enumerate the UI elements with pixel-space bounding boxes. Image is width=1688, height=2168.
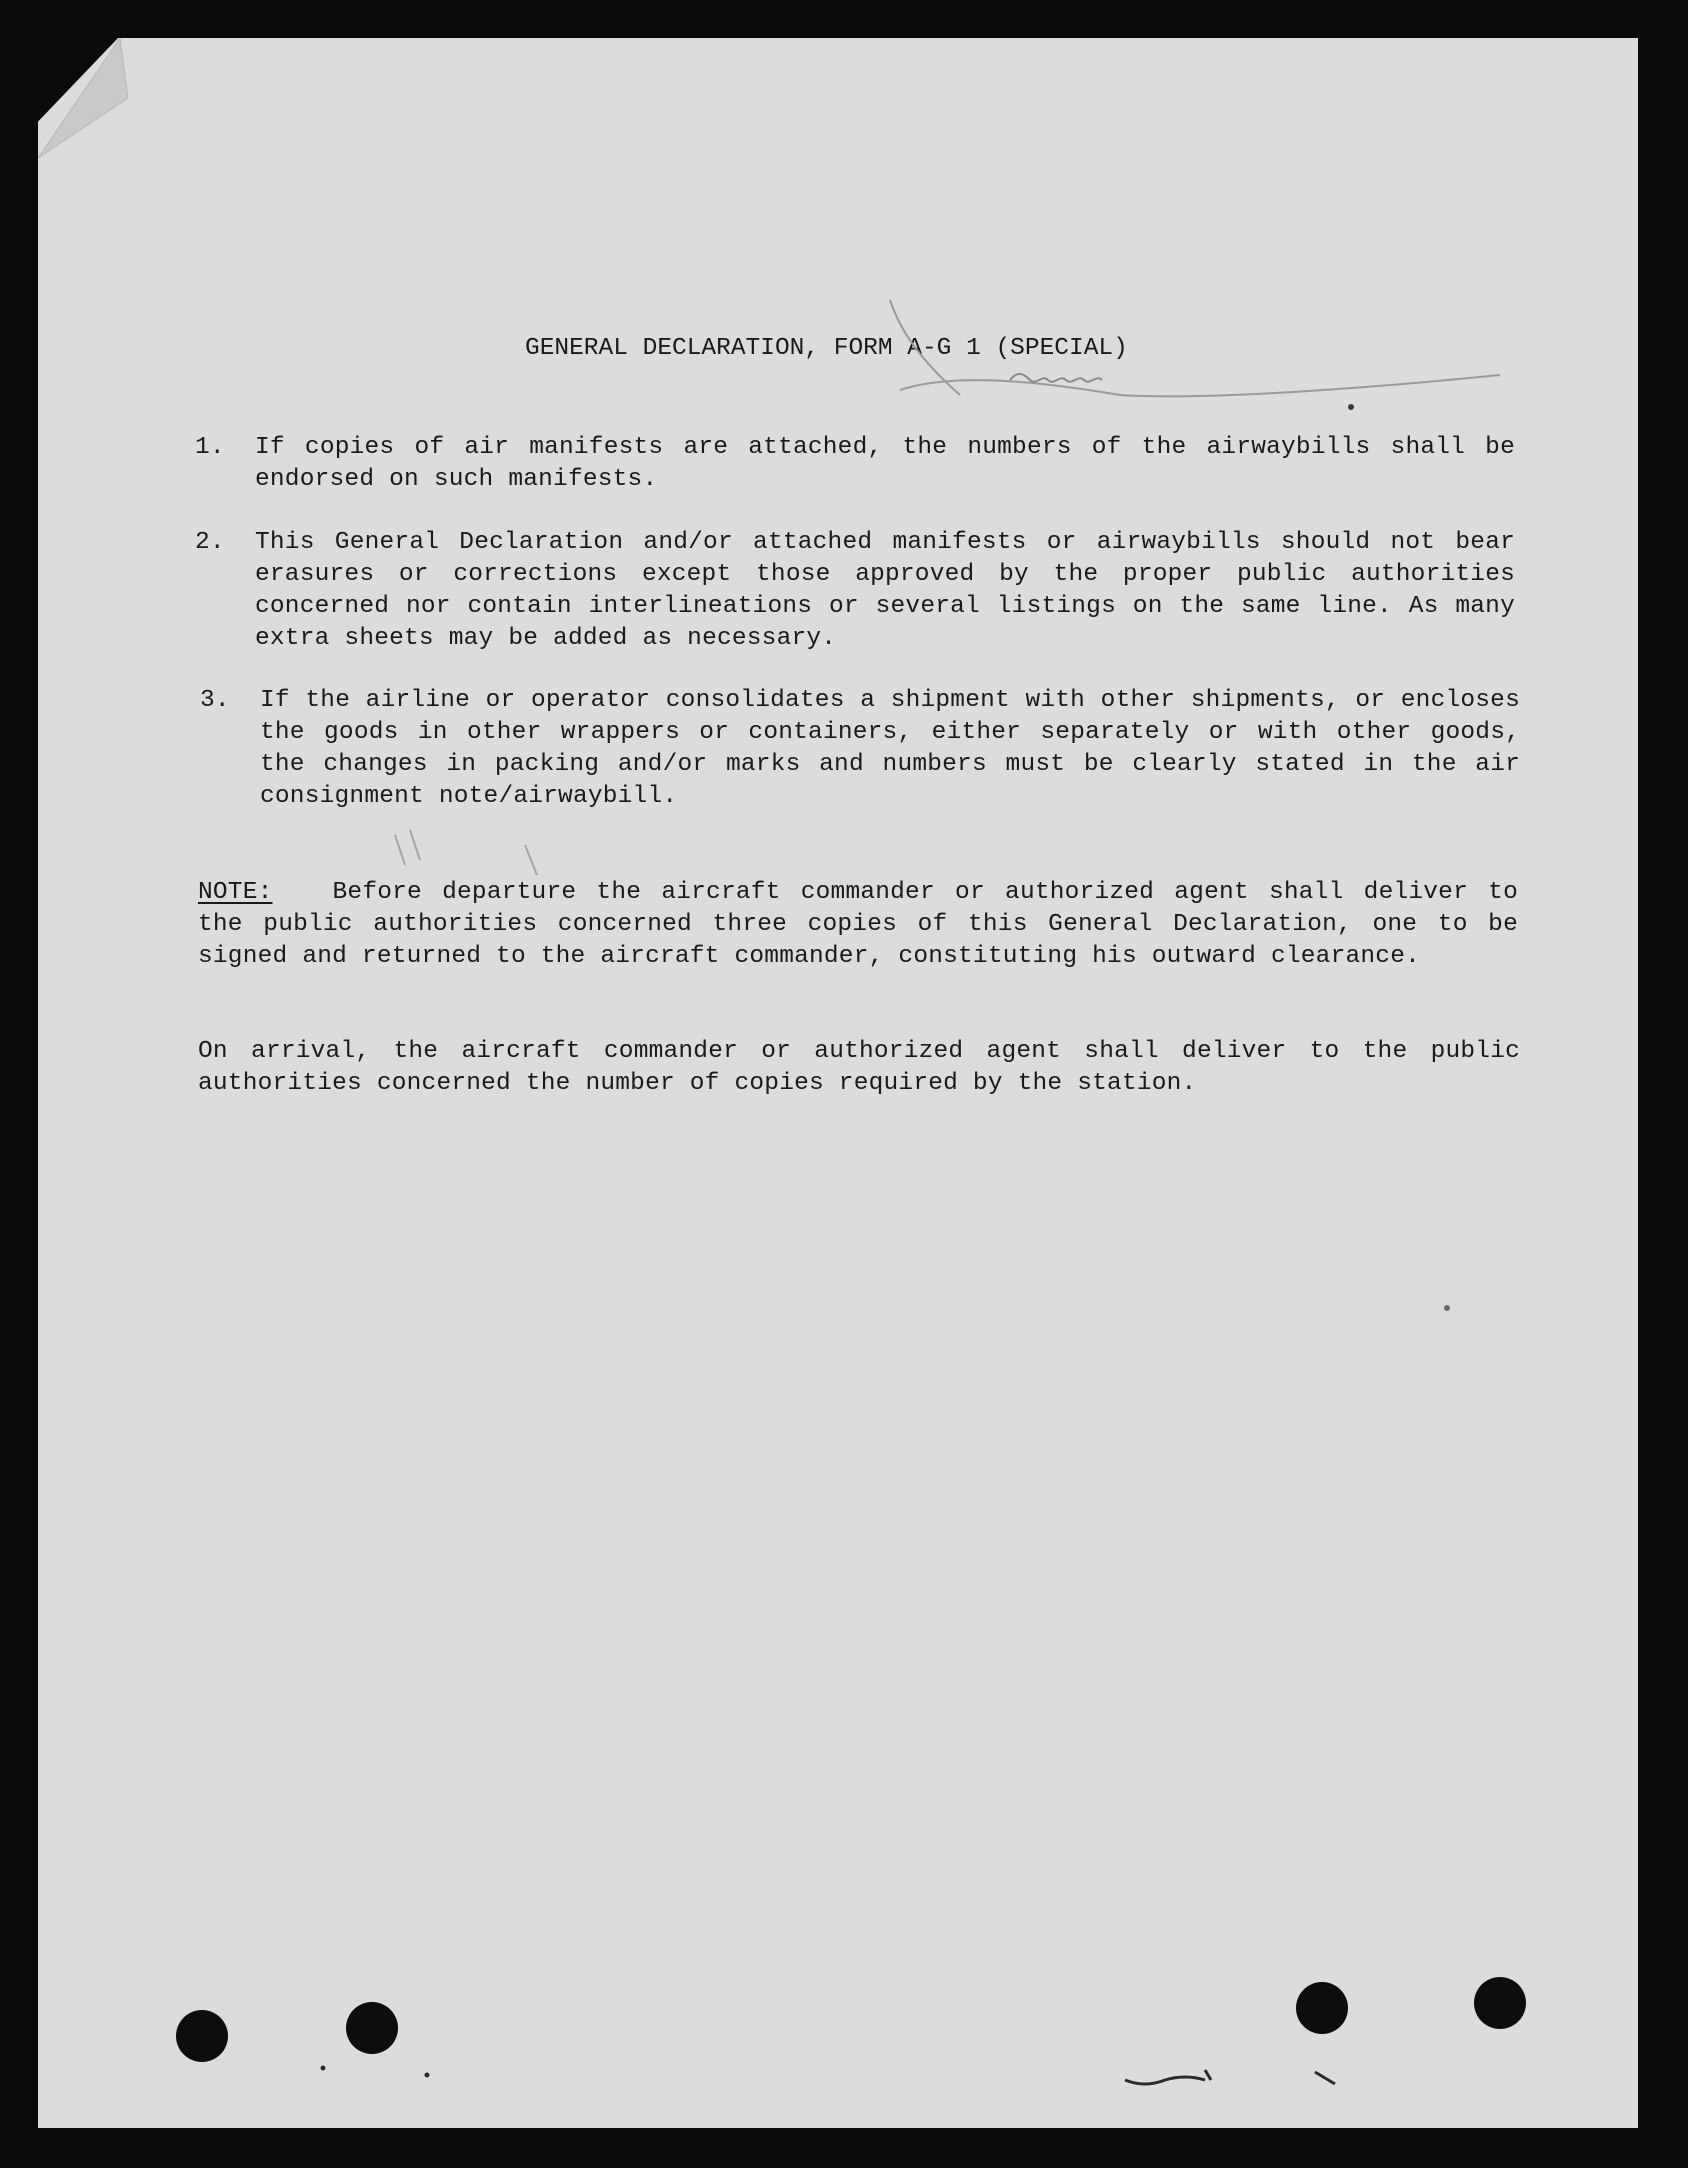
punch-hole (176, 2010, 228, 2062)
note-text: Before departure the aircraft commander or authorized agent shall deliver to the public authorities concerned three copies of this General Declaration, one to be signed and returned to the aircraft commander, constituting his outward clearance. (198, 879, 1518, 970)
list-item-number: 2. (195, 529, 225, 556)
list-item-text: If copies of air manifests are attached, the numbers of the airwaybills shall be endorsed on such manifests. (255, 434, 1515, 493)
punch-hole (346, 2002, 398, 2054)
list-item (200, 685, 1520, 815)
list-item (195, 527, 1515, 657)
punch-hole (1474, 1977, 1526, 2029)
punch-hole (1296, 1982, 1348, 2034)
list-item (195, 432, 1515, 502)
list-item-text: If the airline or operator consolidates a shipment with other shipments, or encloses the goods in other wrappers or containers, either separately or with other goods, the changes in packing and/or marks and numbers must be clearly stated in the air consignment note/airwaybill. (260, 687, 1520, 810)
note-label: NOTE: (198, 879, 273, 906)
list-item-number: 3. (200, 687, 230, 714)
list-item-number: 1. (195, 434, 225, 461)
list-item-text: This General Declaration and/or attached manifests or airwaybills should not bear erasures or corrections except those approved by the proper public authorities concerned nor contain interlineations or several listings on the same line. As many extra sheets may be added as necessary. (255, 529, 1515, 652)
arrival-paragraph: On arrival, the aircraft commander or authorized agent shall deliver to the public authorities concerned the number of copies required by the station. (198, 1038, 1520, 1097)
note-paragraph (198, 877, 1518, 973)
document-title: GENERAL DECLARATION, FORM A-G 1 (SPECIAL) (525, 335, 1128, 362)
